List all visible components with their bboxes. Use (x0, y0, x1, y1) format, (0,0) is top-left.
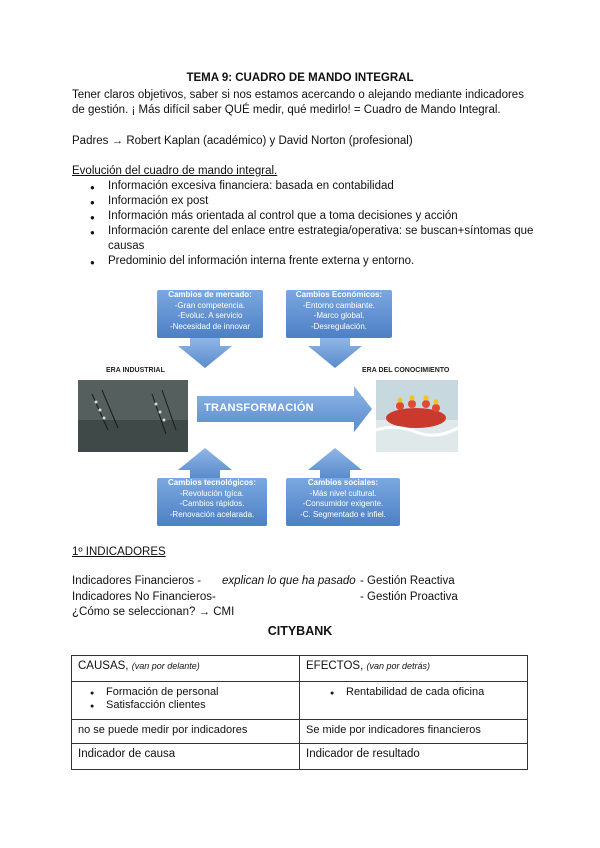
arrow-up-left (178, 448, 232, 478)
list-item: ● Información más orientada al control que a toma decisiones y acción (108, 209, 548, 224)
evolucion-heading: Evolución del cuadro de mando integral. (72, 165, 278, 177)
box-cambios-mercado: Cambios de mercado: -Gran competencia. -Evoluc. A servicio -Necesidad de innovar (157, 290, 263, 338)
rowing-image (78, 380, 188, 452)
rafting-image (376, 380, 458, 452)
era-industrial-label: ERA INDUSTRIAL (106, 367, 165, 374)
ind-fin-result: - Gestión Reactiva (360, 575, 455, 587)
arrow-up-right (308, 448, 362, 478)
padres-line: Padres → Robert Kaplan (académico) y David Norton (profesional) (72, 135, 413, 147)
list-item: ● Información excesiva financiera: basada en contabilidad (108, 179, 548, 194)
causas-efectos-table (71, 655, 528, 770)
page-title: TEMA 9: CUADRO DE MANDO INTEGRAL (186, 72, 414, 84)
transformation-diagram (72, 288, 532, 528)
table-cell: Indicador de resultado (300, 744, 528, 770)
era-conocimiento-label: ERA DEL CONOCIMIENTO (362, 367, 450, 374)
table-cell: Se mide por indicadores financieros (300, 720, 528, 744)
box-cambios-economicos: Cambios Económicos: -Entorno cambiante. -Marco global. -Desregulación. (286, 290, 392, 338)
efectos-items-cell (300, 682, 528, 720)
table-cell: Indicador de causa (72, 744, 300, 770)
evolucion-list (90, 179, 548, 269)
table-cell: no se puede medir por indicadores (72, 720, 300, 744)
arrow-down-left (178, 338, 232, 368)
list-item: ● Predominio del información interna frente externa y entorno. (108, 254, 548, 269)
ind-question: ¿Cómo se seleccionan? → CMI (72, 606, 235, 618)
causas-items-cell (72, 682, 300, 720)
arrow-down-right (308, 338, 362, 368)
causas-header: CAUSAS, (van por delante) (72, 656, 300, 682)
list-item: ● Información carente del enlace entre estrategia/operativa: se buscan+síntomas que causas (108, 224, 548, 254)
ind-nofin-label: Indicadores No Financieros- (72, 591, 216, 603)
list-item: ● Rentabilidad de cada oficina (346, 686, 521, 699)
efectos-header: EFECTOS, (van por detrás) (300, 656, 528, 682)
citybank-title: CITYBANK (267, 624, 333, 638)
box-cambios-tecnologicos: Cambios tecnológicos: -Revolución tgíca. -Cambios rápidos. -Renovación acelarada. (157, 478, 267, 526)
ind-nofin-result: - Gestión Proactiva (360, 591, 458, 603)
list-item: ● Formación de personal (106, 686, 293, 699)
ind-fin-label: Indicadores Financieros - (72, 575, 202, 587)
list-item: ● Satisfacción clientes (106, 699, 293, 712)
intro-paragraph: Tener claros objetivos, saber si nos estamos acercando o alejando mediante indicadores de gestión. ¡ Más difícil saber QUÉ medir, qué medirlo! = Cuadro de Mando Integral. (72, 89, 524, 116)
indicadores-heading: 1º INDICADORES (72, 546, 166, 558)
box-cambios-sociales: Cambios sociales: -Más nivel cultural. -Consumidor exigente. -C. Segmentado e infiel. (286, 478, 400, 526)
ind-fin-note: explican lo que ha pasado (222, 575, 356, 587)
transformacion-label: TRANSFORMACIÓN (204, 402, 314, 414)
list-item: ● Información ex post (108, 194, 548, 209)
